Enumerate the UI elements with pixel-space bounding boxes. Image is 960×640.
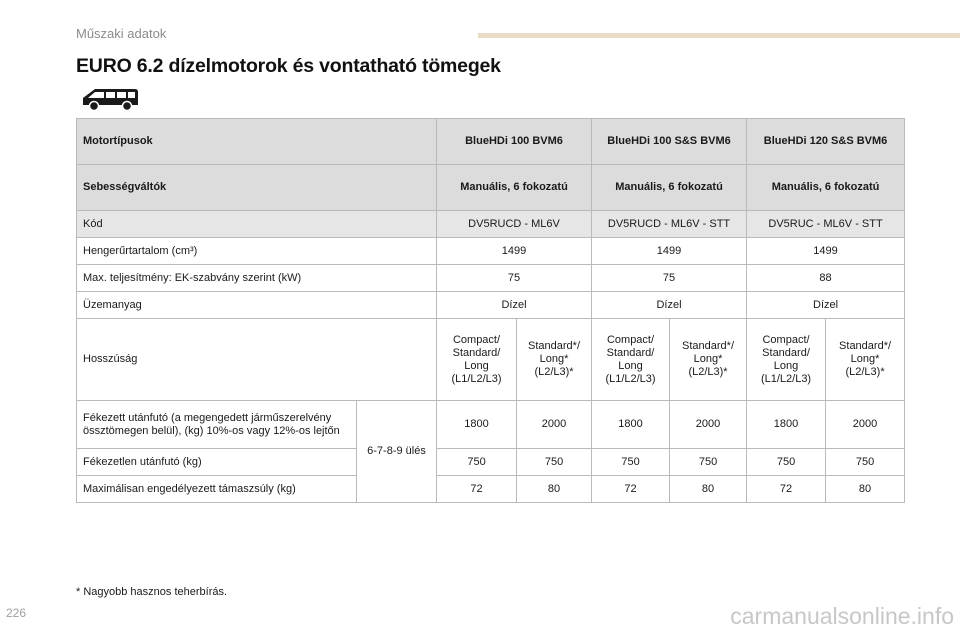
- fuel-cell: Dízel: [747, 292, 905, 319]
- engine-type-label: Motortípusok: [77, 119, 437, 165]
- engine-type-cell: BlueHDi 100 S&S BVM6: [592, 119, 747, 165]
- engine-type-cell: BlueHDi 120 S&S BVM6: [747, 119, 905, 165]
- page-title: EURO 6.2 dízelmotorok és vontatható tömegek: [76, 55, 501, 77]
- braked-trailer-row: [77, 401, 905, 449]
- watermark: carmanualsonline.info: [730, 603, 954, 629]
- braked-trailer-cell: 2000: [517, 401, 592, 449]
- displacement-cell: 1499: [437, 238, 592, 265]
- van-icon: [80, 86, 140, 112]
- gearbox-cell: Manuális, 6 fokozatú: [592, 165, 747, 211]
- braked-trailer-cell: 1800: [592, 401, 670, 449]
- length-cell: Compact/ Standard/ Long (L1/L2/L3): [437, 319, 517, 401]
- code-cell: DV5RUCD - ML6V: [437, 211, 592, 238]
- length-cell: Compact/ Standard/ Long (L1/L2/L3): [747, 319, 826, 401]
- unbraked-trailer-cell: 750: [670, 449, 747, 476]
- braked-trailer-cell: 1800: [437, 401, 517, 449]
- unbraked-trailer-label: Fékezetlen utánfutó (kg): [77, 449, 357, 476]
- page-number: 226: [6, 606, 27, 620]
- length-label: Hosszúság: [77, 319, 437, 401]
- fuel-cell: Dízel: [592, 292, 747, 319]
- length-cell: Standard*/ Long* (L2/L3)*: [517, 319, 592, 401]
- seats-cell: 6-7-8-9 ülés: [357, 401, 437, 503]
- specs-table: [76, 118, 905, 503]
- braked-trailer-cell: 2000: [826, 401, 905, 449]
- braked-trailer-cell: 2000: [670, 401, 747, 449]
- code-cell: DV5RUCD - ML6V - STT: [592, 211, 747, 238]
- unbraked-trailer-cell: 750: [437, 449, 517, 476]
- power-label: Max. teljesítmény: EK-szabvány szerint (kW): [77, 265, 437, 292]
- fuel-cell: Dízel: [437, 292, 592, 319]
- gearbox-cell: Manuális, 6 fokozatú: [747, 165, 905, 211]
- fuel-label: Üzemanyag: [77, 292, 437, 319]
- code-label: Kód: [77, 211, 437, 238]
- section-label: Műszaki adatok: [76, 26, 167, 41]
- noseweight-cell: 72: [592, 476, 670, 503]
- code-row: [77, 211, 905, 238]
- gearbox-cell: Manuális, 6 fokozatú: [437, 165, 592, 211]
- header-accent-bar: [478, 33, 960, 38]
- unbraked-trailer-cell: 750: [517, 449, 592, 476]
- braked-trailer-label: Fékezett utánfutó (a megengedett járműszerelvény össztömegen belül), (kg) 10%-os vagy 12%-os lejtőn: [77, 401, 357, 449]
- noseweight-cell: 72: [747, 476, 826, 503]
- unbraked-trailer-cell: 750: [747, 449, 826, 476]
- power-cell: 88: [747, 265, 905, 292]
- displacement-cell: 1499: [747, 238, 905, 265]
- displacement-label: Hengerűrtartalom (cm³): [77, 238, 437, 265]
- noseweight-cell: 80: [826, 476, 905, 503]
- code-cell: DV5RUC - ML6V - STT: [747, 211, 905, 238]
- noseweight-row: [77, 476, 905, 503]
- power-row: [77, 265, 905, 292]
- length-cell: Compact/ Standard/ Long (L1/L2/L3): [592, 319, 670, 401]
- length-cell: Standard*/ Long* (L2/L3)*: [670, 319, 747, 401]
- braked-trailer-cell: 1800: [747, 401, 826, 449]
- noseweight-cell: 72: [437, 476, 517, 503]
- unbraked-trailer-cell: 750: [592, 449, 670, 476]
- gearbox-label: Sebességváltók: [77, 165, 437, 211]
- power-cell: 75: [592, 265, 747, 292]
- power-cell: 75: [437, 265, 592, 292]
- length-row: [77, 319, 905, 401]
- noseweight-cell: 80: [670, 476, 747, 503]
- displacement-row: [77, 238, 905, 265]
- fuel-row: [77, 292, 905, 319]
- noseweight-cell: 80: [517, 476, 592, 503]
- engine-type-row: [77, 119, 905, 165]
- footnote: * Nagyobb hasznos teherbírás.: [76, 586, 228, 598]
- gearbox-row: [77, 165, 905, 211]
- length-cell: Standard*/ Long* (L2/L3)*: [826, 319, 905, 401]
- displacement-cell: 1499: [592, 238, 747, 265]
- engine-type-cell: BlueHDi 100 BVM6: [437, 119, 592, 165]
- unbraked-trailer-row: [77, 449, 905, 476]
- noseweight-label: Maximálisan engedélyezett támaszsúly (kg): [77, 476, 357, 503]
- unbraked-trailer-cell: 750: [826, 449, 905, 476]
